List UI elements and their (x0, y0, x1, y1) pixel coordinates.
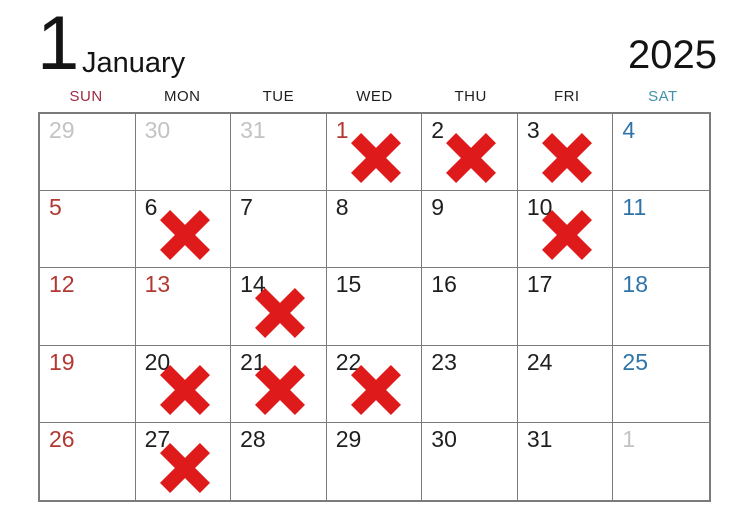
calendar-cell (613, 423, 709, 500)
calendar-cell (327, 268, 423, 345)
calendar-cell (422, 268, 518, 345)
calendar-cell (231, 346, 327, 423)
date-number: 5 (49, 194, 62, 221)
date-number: 22 (335, 348, 362, 375)
calendar-cell (613, 191, 709, 268)
date-number: 23 (431, 348, 457, 375)
date-number: 8 (335, 194, 349, 221)
calendar-cell (40, 268, 136, 345)
calendar-cell (327, 114, 423, 191)
date-number: 10 (526, 194, 553, 221)
calendar-cell (327, 423, 423, 500)
x-mark-icon (347, 130, 404, 187)
date-number: 28 (240, 425, 266, 452)
date-number: 31 (240, 117, 266, 143)
calendar-cell (136, 268, 232, 345)
date-number: 3 (526, 117, 540, 143)
date-number: 20 (144, 348, 171, 375)
date-number: 21 (240, 348, 266, 375)
calendar-cell (231, 268, 327, 345)
date-number: 16 (431, 271, 457, 298)
date-number: 27 (144, 425, 171, 452)
date-number: 25 (622, 348, 649, 375)
date-number: 17 (526, 271, 553, 298)
day-of-week-header-row (38, 88, 711, 105)
calendar-cell (518, 346, 614, 423)
date-number: 11 (622, 194, 647, 221)
date-number: 1 (335, 117, 349, 143)
month-name: January (82, 47, 186, 79)
date-number: 24 (526, 348, 553, 375)
x-mark-icon (156, 207, 213, 264)
x-mark-icon (443, 130, 500, 187)
calendar-cell (40, 346, 136, 423)
calendar-cell (136, 346, 232, 423)
calendar-cell (422, 114, 518, 191)
calendar-cell (613, 114, 709, 191)
calendar-cell (136, 423, 232, 500)
date-number: 1 (622, 425, 636, 452)
date-number: 26 (49, 425, 75, 452)
date-number: 30 (144, 117, 171, 143)
calendar-cell (231, 191, 327, 268)
calendar-cell (518, 423, 614, 500)
day-header-sat: SAT (648, 88, 678, 105)
day-header-sun: SUN (69, 88, 103, 105)
calendar-cell (613, 268, 709, 345)
day-header-thu: THU (454, 88, 487, 105)
calendar-cell (518, 268, 614, 345)
date-number: 31 (526, 425, 553, 452)
day-header-mon: MON (163, 88, 201, 105)
date-number: 29 (49, 117, 75, 143)
date-number: 29 (335, 425, 362, 452)
date-number: 19 (49, 348, 75, 375)
calendar-cell (327, 191, 423, 268)
calendar-cell (40, 423, 136, 500)
x-mark-icon (539, 130, 596, 187)
date-number: 6 (144, 194, 158, 221)
calendar-cell (518, 114, 614, 191)
date-number: 14 (240, 271, 266, 298)
calendar-cell (136, 191, 232, 268)
calendar-cell (231, 114, 327, 191)
year-label: 2025 (628, 33, 717, 77)
calendar-cell (422, 191, 518, 268)
day-header-fri: FRI (553, 88, 580, 105)
date-number: 13 (144, 271, 171, 298)
date-number: 2 (431, 117, 445, 143)
day-header-tue: TUE (262, 88, 295, 105)
month-number: 1 (37, 1, 80, 86)
calendar-grid (38, 112, 711, 502)
calendar-cell (422, 423, 518, 500)
calendar-cell (40, 191, 136, 268)
date-number: 30 (431, 425, 457, 452)
calendar-cell (327, 346, 423, 423)
date-number: 7 (240, 194, 253, 221)
date-number: 15 (335, 271, 362, 298)
date-number: 18 (622, 271, 649, 298)
date-number: 4 (622, 117, 636, 143)
calendar-cell (422, 346, 518, 423)
calendar-cell (518, 191, 614, 268)
calendar-cell (40, 114, 136, 191)
date-number: 12 (49, 271, 75, 298)
day-header-wed: WED (356, 88, 393, 105)
calendar-cell (613, 346, 709, 423)
date-number: 9 (431, 194, 445, 221)
calendar-cell (136, 114, 232, 191)
calendar-cell (231, 423, 327, 500)
